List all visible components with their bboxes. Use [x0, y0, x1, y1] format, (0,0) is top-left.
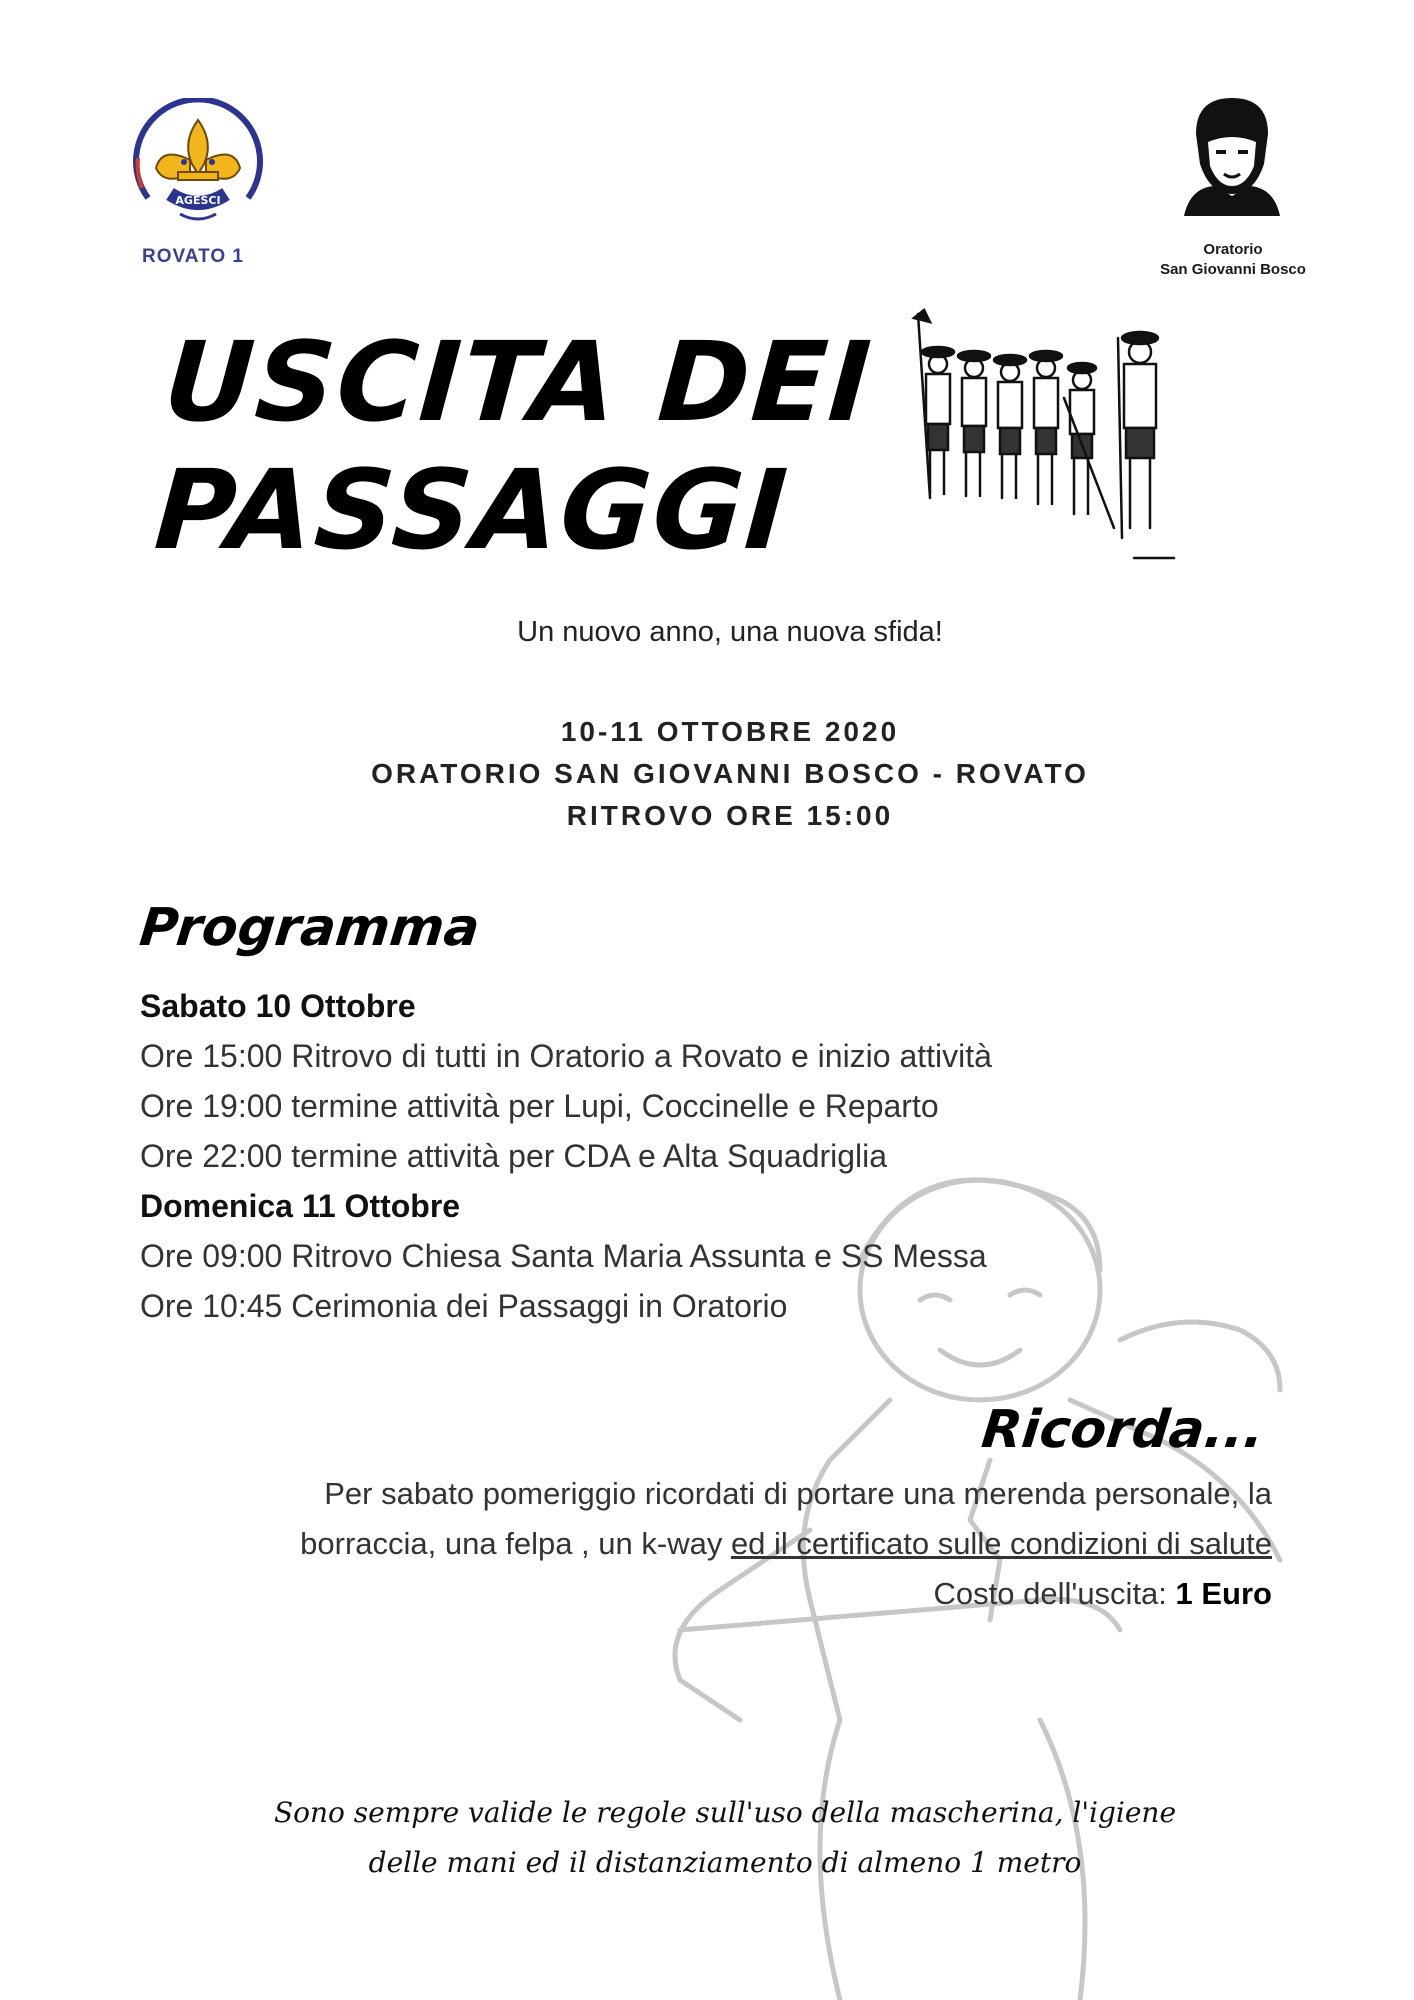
title-line1: USCITA DEI — [160, 318, 877, 446]
day-heading-saturday: Sabato 10 Ottobre — [140, 988, 416, 1024]
cost-label: Costo dell'uscita: — [933, 1576, 1176, 1611]
cost-value: 1 Euro — [1175, 1576, 1272, 1611]
program-item: Ore 22:00 termine attività per CDA e Alta Squadriglia — [140, 1138, 888, 1174]
cost-line — [934, 1576, 1272, 1612]
program-item: Ore 19:00 termine attività per Lupi, Coccinelle e Reparto — [140, 1088, 939, 1124]
page-title — [151, 318, 929, 574]
remember-line2-plain: borraccia, una felpa , un k-way — [300, 1526, 731, 1561]
remember-text-line1: Per sabato pomeriggio ricordati di portare una merenda personale, la — [324, 1476, 1272, 1511]
day-heading-sunday: Domenica 11 Ottobre — [140, 1188, 461, 1224]
program-heading: Programma — [136, 898, 483, 958]
oratorio-caption-line1: Oratorio — [1203, 241, 1263, 258]
program-item: Ore 10:45 Cerimonia dei Passaggi in Oratorio — [140, 1288, 788, 1324]
event-date: 10-11 OTTOBRE 2020 — [560, 716, 900, 747]
title-line2: PASSAGGI — [151, 446, 793, 574]
safety-note-line2: delle mani ed il distanziamento di almeno 1 metro — [368, 1846, 1082, 1879]
remember-text-line2 — [300, 1526, 1272, 1562]
agesci-ring-text: AGESCI — [175, 194, 221, 207]
event-meeting-time: RITROVO ORE 15:00 — [566, 800, 894, 831]
agesci-logo-caption: ROVATO 1 — [142, 246, 244, 267]
remember-heading: Ricorda... — [979, 1400, 1268, 1460]
event-place: ORATORIO SAN GIOVANNI BOSCO - ROVATO — [371, 758, 1089, 789]
health-certificate-note: ed il certificato sulle condizioni di salute — [730, 1526, 1272, 1561]
subtitle: Un nuovo anno, una nuova sfida! — [517, 616, 943, 648]
don-bosco-portrait-logo — [1178, 94, 1286, 216]
oratorio-caption-line2: San Giovanni Bosco — [1160, 261, 1306, 278]
oratorio-logo-caption — [1120, 240, 1346, 280]
safety-note-line1: Sono sempre valide le regole sull'uso della mascherina, l'igiene — [273, 1796, 1177, 1829]
program-item: Ore 09:00 Ritrovo Chiesa Santa Maria Assunta e SS Messa — [140, 1238, 987, 1274]
agesci-logo — [128, 98, 268, 228]
program-item: Ore 15:00 Ritrovo di tutti in Oratorio a Rovato e inizio attività — [140, 1038, 992, 1074]
scouts-group-illustration — [904, 308, 1196, 590]
